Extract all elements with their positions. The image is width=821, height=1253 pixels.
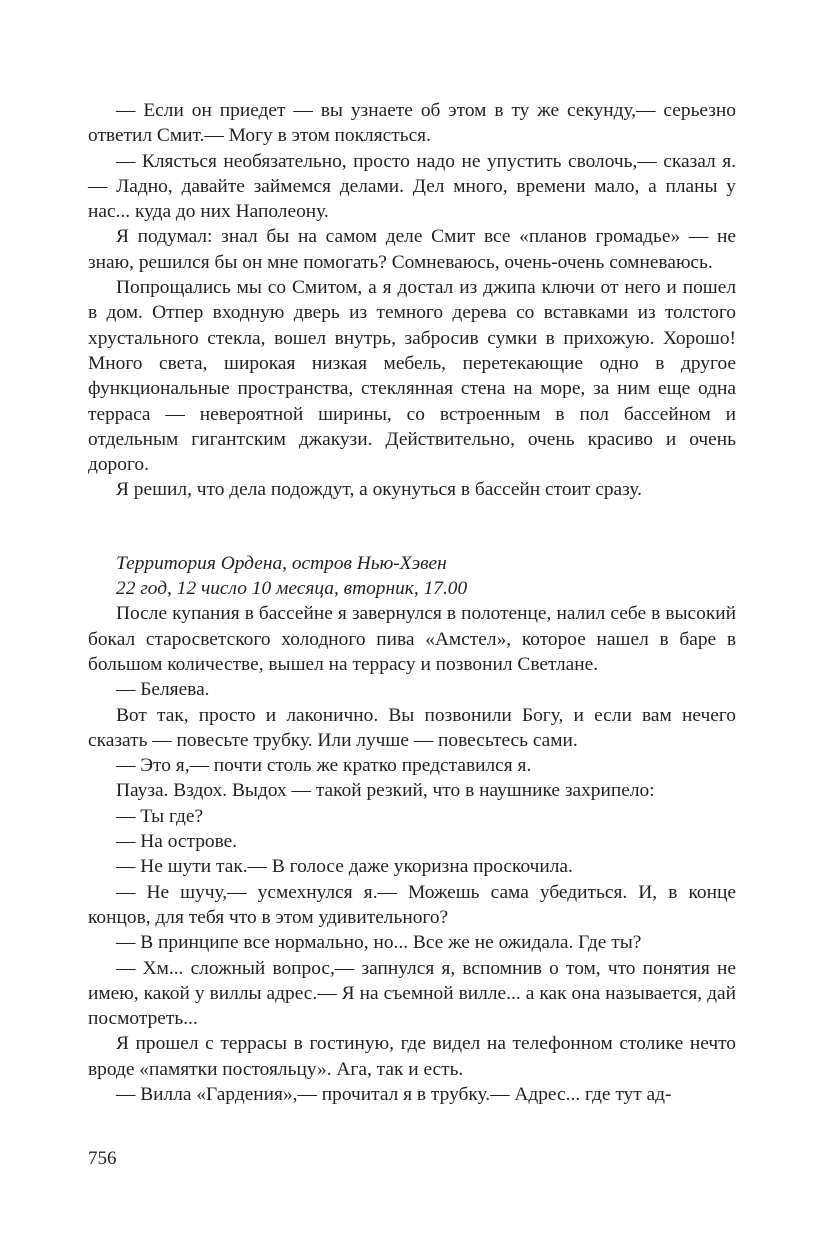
section-break	[88, 503, 736, 551]
paragraph: — Не шучу,— усмехнулся я.— Можешь сама убедиться. И, в конце концов, для тебя что в этом удивительного?	[88, 881, 736, 928]
paragraph: Вот так, просто и лаконично. Вы позвонили Богу, и если вам нечего сказать — повесьте трубку. Или лучше — повесьтесь сами.	[88, 704, 736, 751]
paragraph: — Хм... сложный вопрос,— запнулся я, вспомнив о том, что понятия не имею, какой у виллы адрес.— Я на съемной вилле... а как она называется, дай посмотреть...	[88, 957, 736, 1030]
section-heading-location: Территория Ордена, остров Нью-Хэвен	[116, 552, 447, 574]
paragraph: — Если он приедет — вы узнаете об этом в ту же секунду,— серьезно ответил Смит.— Могу в этом поклясться.	[88, 100, 736, 147]
paragraph: — Не шути так.— В голосе даже укоризна проскочила.	[116, 856, 573, 878]
paragraph: Я подумал: знал бы на самом деле Смит все «планов громадье» — не знаю, решился бы он мне помогать? Сомневаюсь, очень-очень сомневаюсь.	[88, 226, 736, 273]
paragraph: — Ты где?	[116, 805, 204, 827]
section-heading-date: 22 год, 12 число 10 месяца, вторник, 17.00	[116, 578, 468, 600]
paragraph: — Беляева.	[116, 679, 210, 701]
paragraph: — Вилла «Гардения»,— прочитал я в трубку.— Адрес... где тут ад-	[116, 1083, 672, 1105]
page-text	[88, 98, 736, 1107]
paragraph: — На острове.	[116, 831, 238, 853]
paragraph: Я решил, что дела подождут, а окунуться в бассейн стоит сразу.	[116, 479, 643, 501]
page-number: 756	[88, 1148, 117, 1169]
paragraph: — В принципе все нормально, но... Все же не ожидала. Где ты?	[116, 932, 642, 954]
paragraph: — Это я,— почти столь же кратко представился я.	[116, 755, 532, 777]
paragraph: — Клясться необязательно, просто надо не упустить сволочь,— сказал я.— Ладно, давайте займемся делами. Дел много, времени мало, а планы у нас... куда до них Наполеону.	[88, 150, 736, 223]
paragraph: Попрощались мы со Смитом, а я достал из джипа ключи от него и пошел в дом. Отпер входную дверь из темного дерева со вставками из толстого хрустального стекла, вошел внутрь, забросив сумки в прихожую. Хорошо! Много света, широкая низкая мебель, перетекающие одно в другое функциональные пространства, стеклянная стена на море, за ним еще одна терраса — невероятной ширины, со встроенным в пол бассейном и отдельным гигантским джакузи. Действительно, очень красиво и очень дорого.	[88, 277, 736, 476]
paragraph: Я прошел с террасы в гостиную, где видел на телефонном столике нечто вроде «памятки постояльцу». Ага, так и есть.	[88, 1033, 736, 1080]
paragraph: Пауза. Вздох. Выдох — такой резкий, что в наушнике захрипело:	[116, 780, 655, 802]
paragraph: После купания в бассейне я завернулся в полотенце, налил себе в высокий бокал старосветского холодного пива «Амстел», которое нашел в баре в большом количестве, вышел на террасу и позвонил Светлане.	[88, 603, 736, 675]
